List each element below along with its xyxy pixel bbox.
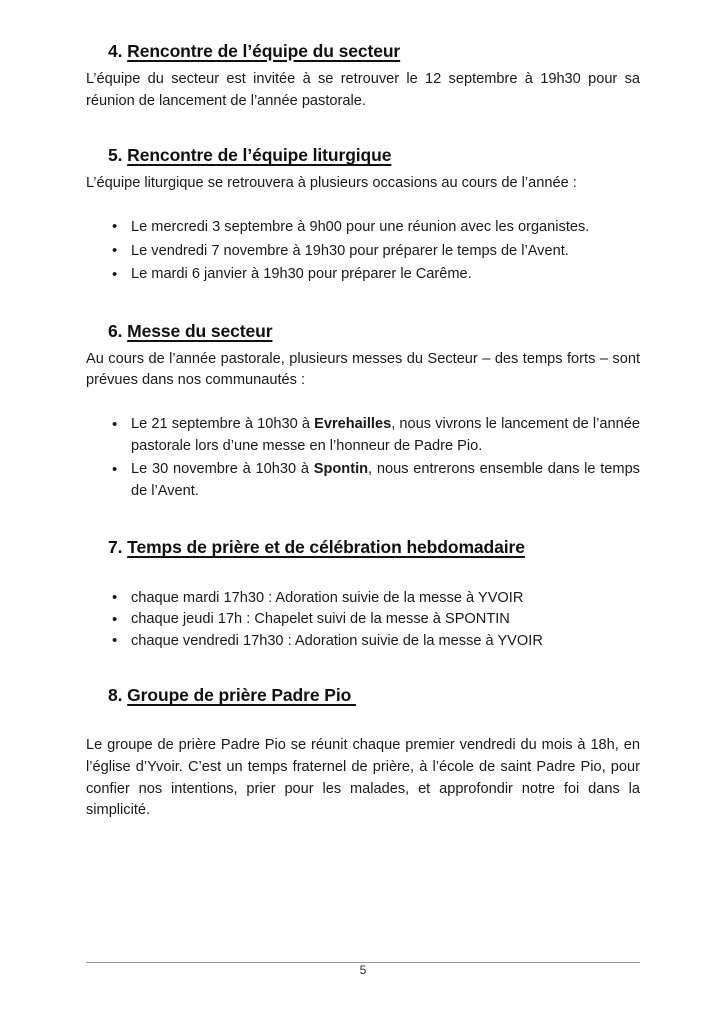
spacer — [86, 392, 640, 414]
page-number: 5 — [359, 963, 367, 977]
section-6-heading — [86, 320, 640, 343]
section-6-number: 6. — [108, 320, 128, 341]
section-4-heading — [86, 40, 640, 63]
section-5-number: 5. — [108, 145, 128, 166]
section-6 — [86, 320, 640, 503]
list-item — [86, 459, 640, 502]
section-5-paragraph: L’équipe liturgique se retrouvera à plusieurs occasions au cours de l’année : — [86, 175, 577, 192]
list-item: • Le mardi 6 janvier à 19h30 pour préparer le Carême. — [86, 264, 640, 286]
section-8-title: Groupe de prière Padre Pio — [127, 685, 356, 706]
list-item: • Le vendredi 7 novembre à 19h30 pour préparer le temps de l’Avent. — [86, 241, 640, 263]
section-7 — [86, 536, 640, 652]
section-5-bullet-list — [86, 217, 640, 286]
section-5-heading — [86, 144, 640, 167]
list-item-post: , nous entrerons ensemble dans le temps de l’Avent. — [131, 461, 640, 499]
section-7-number: 7. — [108, 537, 128, 558]
list-item-emphasis: Spontin — [313, 461, 369, 478]
section-8-paragraph: Le groupe de prière Padre Pio se réunit chaque premier vendredi du mois à 18h, en l’église d’Yvoir. C’est un temps fraternel de prière, à l’école de saint Padre Pio, pour confier nos intentions, prier pour les malades, et approfondir notre foi dans la simplicité. — [86, 737, 640, 819]
section-6-paragraph: Au cours de l’année pastorale, plusieurs messes du Secteur – des temps forts – sont prévues dans nos communautés : — [86, 350, 640, 389]
section-7-title: Temps de prière et de célébration hebdomadaire — [127, 537, 525, 558]
list-item-pre: Le 30 novembre à 10h30 à — [131, 461, 314, 478]
list-item: • chaque mardi 17h30 : Adoration suivie de la messe à YVOIR — [86, 588, 640, 610]
document-content — [86, 40, 640, 822]
list-item-post: , nous vivrons le lancement de l’année pastorale lors d’une messe en l’honneur de Padre Pio. — [131, 416, 641, 454]
section-8-heading — [86, 684, 640, 707]
section-8 — [86, 684, 640, 821]
list-item-pre: Le 21 septembre à 10h30 à — [131, 416, 315, 433]
spacer — [86, 652, 640, 684]
list-item-emphasis: Evrehailles — [314, 416, 392, 433]
section-4 — [86, 40, 640, 112]
list-item — [86, 414, 640, 457]
section-7-heading — [86, 536, 640, 559]
list-item: • Le mercredi 3 septembre à 9h00 pour une réunion avec les organistes. — [86, 217, 640, 239]
section-7-bullet-list — [86, 588, 640, 653]
spacer — [86, 112, 640, 144]
spacer — [86, 504, 640, 536]
list-item: • chaque jeudi 17h : Chapelet suivi de la messe à SPONTIN — [86, 609, 640, 631]
spacer — [86, 288, 640, 320]
section-5-title: Rencontre de l’équipe liturgique — [127, 145, 392, 166]
section-6-bullet-list — [86, 414, 640, 502]
section-4-number: 4. — [108, 41, 128, 61]
section-8-number: 8. — [108, 685, 128, 706]
section-4-title: Rencontre de l’équipe du secteur — [127, 41, 401, 61]
section-4-paragraph: L’équipe du secteur est invitée à se retrouver le 12 septembre à 19h30 pour sa réunion de lancement de l’année pastorale. — [86, 71, 640, 109]
spacer — [86, 195, 640, 217]
section-5 — [86, 144, 640, 285]
section-6-title: Messe du secteur — [127, 320, 273, 341]
spacer — [86, 566, 640, 588]
spacer — [86, 713, 640, 735]
list-item: • chaque vendredi 17h30 : Adoration suivie de la messe à YVOIR — [86, 631, 640, 653]
